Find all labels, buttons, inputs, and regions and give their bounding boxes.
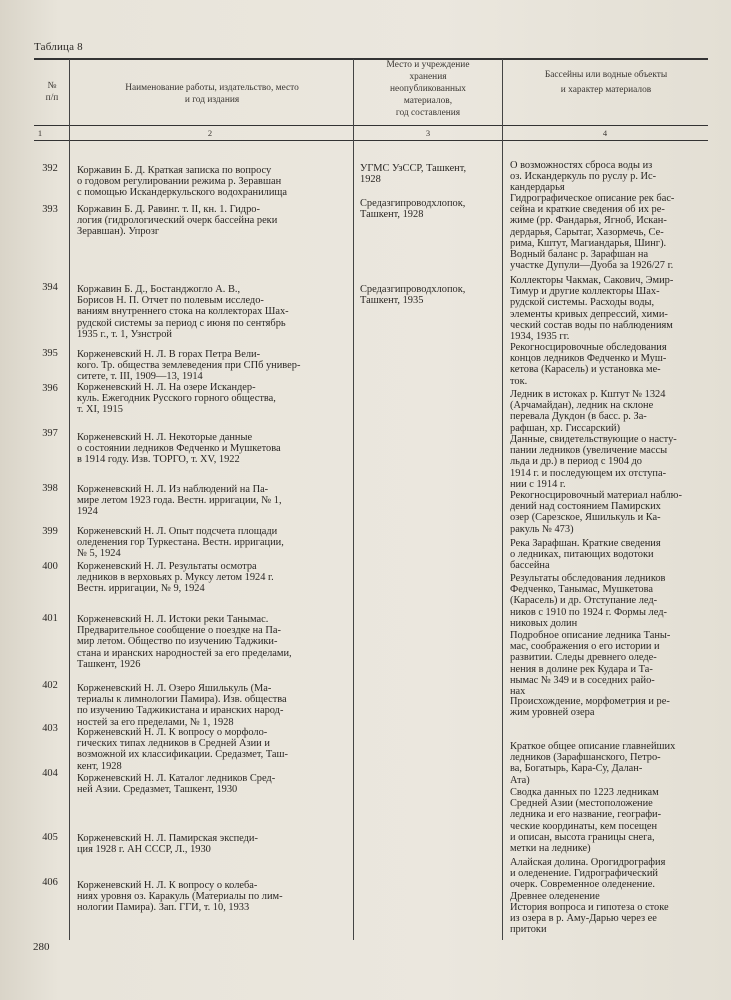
column-divider-2 — [353, 59, 354, 940]
row-number: 394 — [42, 282, 58, 293]
work-title-cell: Корженевский Н. Л. Озеро Яшилькуль (Ма- териалы к лимнологии Памира). Изв. общества по изучению Таджикистана и иранских народ- ностей за его пределами, № 1, 1928 — [77, 683, 287, 728]
storage-place-cell: Средазгипроводхлопок, Ташкент, 1935 — [360, 284, 466, 307]
storage-place-cell: Средазгипроводхлопок, Ташкент, 1928 — [360, 198, 466, 221]
basin-cell: Краткое общее описание главнейших ледников (Зарафшанского, Петро- ва, Богатырь, Кара-Су, Далан- Ата) — [510, 741, 676, 786]
storage-place-cell: УГМС УзССР, Ташкент, 1928 — [360, 163, 467, 186]
row-number: 403 — [42, 723, 58, 734]
work-title-cell: Корженевский Н. Л. Из наблюдений на Па- мире летом 1923 года. Вестн. ирригации, № 1, 1924 — [77, 484, 282, 518]
work-title-cell: Корженевский Н. Л. Истоки реки Танымас. Предварительное сообщение о поездке на Па- мир летом. Общество по изучению Таджики- стана и иранских народностей за его пределами, Ташкент, 1926 — [77, 614, 292, 670]
basin-cell: Рекогносцировочный материал наблю- дений над состоянием Памирских озер (Сарезское, Яшилькуль и Ка- ракуль № 473) — [510, 490, 682, 535]
row-number: 402 — [42, 680, 58, 691]
basin-cell: Алайская долина. Орогидрография и оледенение. Гидрографический очерк. Современное оледенение. Древнее оледенение — [510, 857, 666, 902]
row-number: 392 — [42, 163, 58, 174]
header-storage-place: Место и учреждение хранения неопубликованных материалов, год составления — [386, 60, 470, 118]
column-number-rule — [34, 140, 708, 141]
work-title-cell: Корженевский Н. Л. Результаты осмотра ледников в верховьях р. Муксу летом 1924 г. Вестн. ирригации, № 9, 1924 — [77, 561, 274, 595]
basin-cell: Подробное описание ледника Таны- мас, соображения о его истории и развитии. Следы древнего оледе- нения в долине рек Кудара и Та- нымас № 349 и в соседних райо- нах — [510, 630, 671, 698]
row-number: 401 — [42, 613, 58, 624]
work-title-cell: Корженевский Н. Л. Памирская экспеди- ция 1928 г. АН СССР, Л., 1930 — [77, 833, 258, 856]
basin-cell: Происхождение, морфометрия и ре- жим уровней озера — [510, 696, 670, 719]
work-title-cell: Коржавин Б. Д., Бостанджогло А. В., Борисов Н. П. Отчет по полевым исследо- ваниям внутреннего стока на коллекторах Шах- рудской системы за период с июня по сентябрь 1935 г., т. 1, Узнстрой — [77, 284, 289, 340]
basin-cell: Гидрографическое описание рек бас- сейна и краткие сведения об их ре- жиме (рр. Фандарья, Ягноб, Искан- дердарья, Сарытаг, Хазормечь, Се- рима, Кштут, Магиандарья, Шинг). Водный баланс р. Зарафшан на участке Дупули—Дуоба за 1926/27 г. — [510, 193, 675, 272]
row-number: 395 — [42, 348, 58, 359]
header-work-title: Наименование работы, издательство, место и год издания — [125, 83, 299, 105]
row-number: 393 — [42, 204, 58, 215]
work-title-cell: Корженевский Н. Л. Некоторые данные о состоянии ледников Федченко и Мушкетова в 1914 году. Изв. ТОРГО, т. XV, 1922 — [77, 432, 281, 466]
basin-cell: Рекогносцировочные обследования концов ледников Федченко и Муш- кетова (Карасель) и установка ме- ток. — [510, 342, 667, 387]
column-number-1: 1 — [37, 128, 43, 138]
page-number: 280 — [33, 941, 50, 953]
work-title-cell: Коржавин Б. Д. Равинг. т. II, кн. 1. Гидро- логия (гидрологический очерк бассейна реки Зеравшан). Упрозг — [77, 204, 278, 238]
work-title-cell: Коржавин Б. Д. Краткая записка по вопросу о годовом регулировании режима р. Зеравшан с помощью Искандеркульского водохранилища — [77, 165, 288, 199]
work-title-cell: Корженевский Н. Л. Опыт подсчета площади оледенения гор Туркестана. Вестн. ирригации, № 5, 1924 — [77, 526, 284, 560]
work-title-cell: Корженевский Н. Л. В горах Петра Вели- кого. Тр. общества землеведения при СПб универ- ситете, т. III, 1909—13, 1914 — [77, 349, 301, 383]
column-number-3: 3 — [425, 128, 431, 138]
header-number: № п/п — [45, 81, 59, 103]
basin-cell: История вопроса и гипотеза о стоке из озера в р. Аму-Дарью через ее притоки — [510, 902, 669, 936]
row-number: 396 — [42, 383, 58, 394]
row-number: 404 — [42, 768, 58, 779]
column-divider-1 — [69, 59, 70, 940]
column-divider-3 — [502, 59, 503, 940]
column-number-2: 2 — [207, 128, 213, 138]
row-number: 405 — [42, 832, 58, 843]
work-title-cell: Корженевский Н. Л. К вопросу о морфоло- гических типах ледников в Средней Азии и возможной их классификации. Средазмет, Таш- кент, 1928 — [77, 727, 289, 772]
work-title-cell: Корженевский Н. Л. На озере Искандер- куль. Ежегодник Русского горного общества, т. XI, 1915 — [77, 382, 276, 416]
basin-cell: Ледник в истоках р. Кштут № 1324 (Арчамайдан), ледник на склоне перевала Дукдон (в басс. р. За- рафшан, хр. Гиссарский) — [510, 389, 666, 434]
table-title: Таблица 8 — [34, 41, 83, 53]
basin-cell: Коллекторы Чакмак, Сакович, Эмир- Тимур и другие коллекторы Шах- рудской системы. Расходы воды, элементы кривых депрессий, хими- ческий состав воды по наблюдениям 1934, 1935 гг. — [510, 275, 674, 343]
row-number: 397 — [42, 428, 58, 439]
row-number: 406 — [42, 877, 58, 888]
work-title-cell: Корженевский Н. Л. Каталог ледников Сред- ней Азии. Средазмет, Ташкент, 1930 — [77, 773, 276, 796]
basin-cell: О возможностях сброса воды из оз. Искандеркуль по руслу р. Ис- кандердарья — [510, 160, 657, 194]
column-number-4: 4 — [602, 128, 608, 138]
basin-cell: Результаты обследования ледников Федченко, Танымас, Мушкетова (Карасель) и др. Отступание лед- ников с 1910 по 1924 г. Формы лед- никовых долин — [510, 573, 667, 629]
row-number: 398 — [42, 483, 58, 494]
work-title-cell: Корженевский Н. Л. К вопросу о колеба- ниях уровня оз. Каракуль (Материалы по лим- нологии Памира). Зап. ГГИ, т. 10, 1933 — [77, 880, 283, 914]
row-number: 400 — [42, 561, 58, 572]
header-bottom-rule — [34, 125, 708, 126]
row-number: 399 — [42, 526, 58, 537]
header-basin: Бассейны или водные объекты и характер материалов — [544, 70, 668, 95]
basin-cell: Река Зарафшан. Краткие сведения о ледниках, питающих водотоки бассейна — [510, 538, 661, 572]
basin-cell: Данные, свидетельствующие о насту- пании ледников (увеличение массы льда и др.) в период с 1904 до 1914 г. и последующем их отступа- нии с 1914 г. — [510, 434, 677, 490]
basin-cell: Сводка данных по 1223 ледникам Средней Азии (местоположение ледника и его название, географи- ческие координаты, кем посещен и описан, высота границы снега, метки на леднике) — [510, 787, 662, 855]
